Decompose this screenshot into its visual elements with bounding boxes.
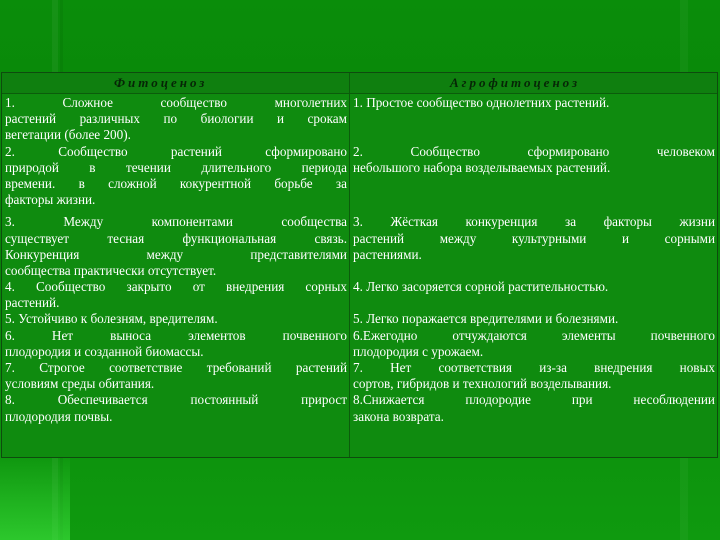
table-cell-line: растениями. <box>353 246 422 262</box>
table-cell-line: закона возврата. <box>353 408 444 424</box>
table-cell-line: 4. Сообщество закрыто от внедрения сорных <box>5 279 347 295</box>
table-cell-line: вегетации (более 200). <box>5 127 131 143</box>
column-divider <box>349 73 350 457</box>
table-cell-line: условиям среды обитания. <box>5 376 155 392</box>
table-cell-line: 5. Легко поражается вредителями и болезнями. <box>353 311 619 327</box>
table-cell-line: плодородия почвы. <box>5 408 113 424</box>
table-cell-line: 7. Строгое соответствие требований растений <box>5 360 347 375</box>
table-cell-line: 1. Сложное сообщество многолетних <box>5 95 347 110</box>
table-cell-line: растений между культурными и сорными <box>353 230 715 246</box>
table-cell-line: растений. <box>5 295 60 311</box>
table-cell-line: 3. Между компонентами сообщества <box>5 214 347 230</box>
comparison-table <box>1 72 718 458</box>
table-cell-line: 1. Простое сообщество однолетних растений. <box>353 95 610 110</box>
table-cell-line: природой в течении длительного периода <box>5 159 347 175</box>
table-cell-line: плодородия и созданной биомассы. <box>5 343 204 359</box>
header-phytocenosis: Фитоценоз <box>114 75 208 90</box>
table-cell-line: 6.Ежегодно отчуждаются элементы почвенного <box>353 327 715 343</box>
table-cell-line: 8. Обеспечивается постоянный прирост <box>5 392 347 408</box>
header-agrophytocenosis: Агрофитоценоз <box>450 75 581 90</box>
table-cell-line: 2. Сообщество сформировано человеком <box>353 143 715 159</box>
agrophytocenosis-column <box>353 95 715 425</box>
table-cell-line: 3. Жёсткая конкуренция за факторы жизни <box>353 214 715 230</box>
table-cell-line: существует тесная функциональная связь. <box>5 230 347 246</box>
phytocenosis-column <box>5 95 347 425</box>
table-cell-line: 4. Легко засоряется сорной растительностью. <box>353 279 609 295</box>
table-cell-line: 8.Снижается плодородие при несоблюдении <box>353 392 715 408</box>
table-cell-line: факторы жизни. <box>5 192 96 208</box>
background-highlight <box>0 450 70 540</box>
table-header-row <box>2 73 717 94</box>
table-cell-line: 5. Устойчиво к болезням, вредителям. <box>5 311 218 327</box>
table-cell-line: Конкуренция между представителями <box>5 246 347 262</box>
table-cell-line: 2. Сообщество растений сформировано <box>5 143 347 159</box>
table-cell-line: сортов, гибридов и технологий возделывания. <box>353 376 612 392</box>
table-cell-line: сообщества практически отсутствует. <box>5 262 217 278</box>
table-cell-line: плодородия с урожаем. <box>353 343 484 359</box>
table-cell-line: 7. Нет соответствия из-за внедрения новых <box>353 360 715 375</box>
table-cell-line: времени. в сложной кокурентной борьбе за <box>5 175 347 191</box>
table-cell-line: небольшого набора возделываемых растений. <box>353 159 611 175</box>
table-cell-line: 6. Нет выноса элементов почвенного <box>5 327 347 343</box>
table-cell-line: растений различных по биологии и срокам <box>5 111 347 127</box>
